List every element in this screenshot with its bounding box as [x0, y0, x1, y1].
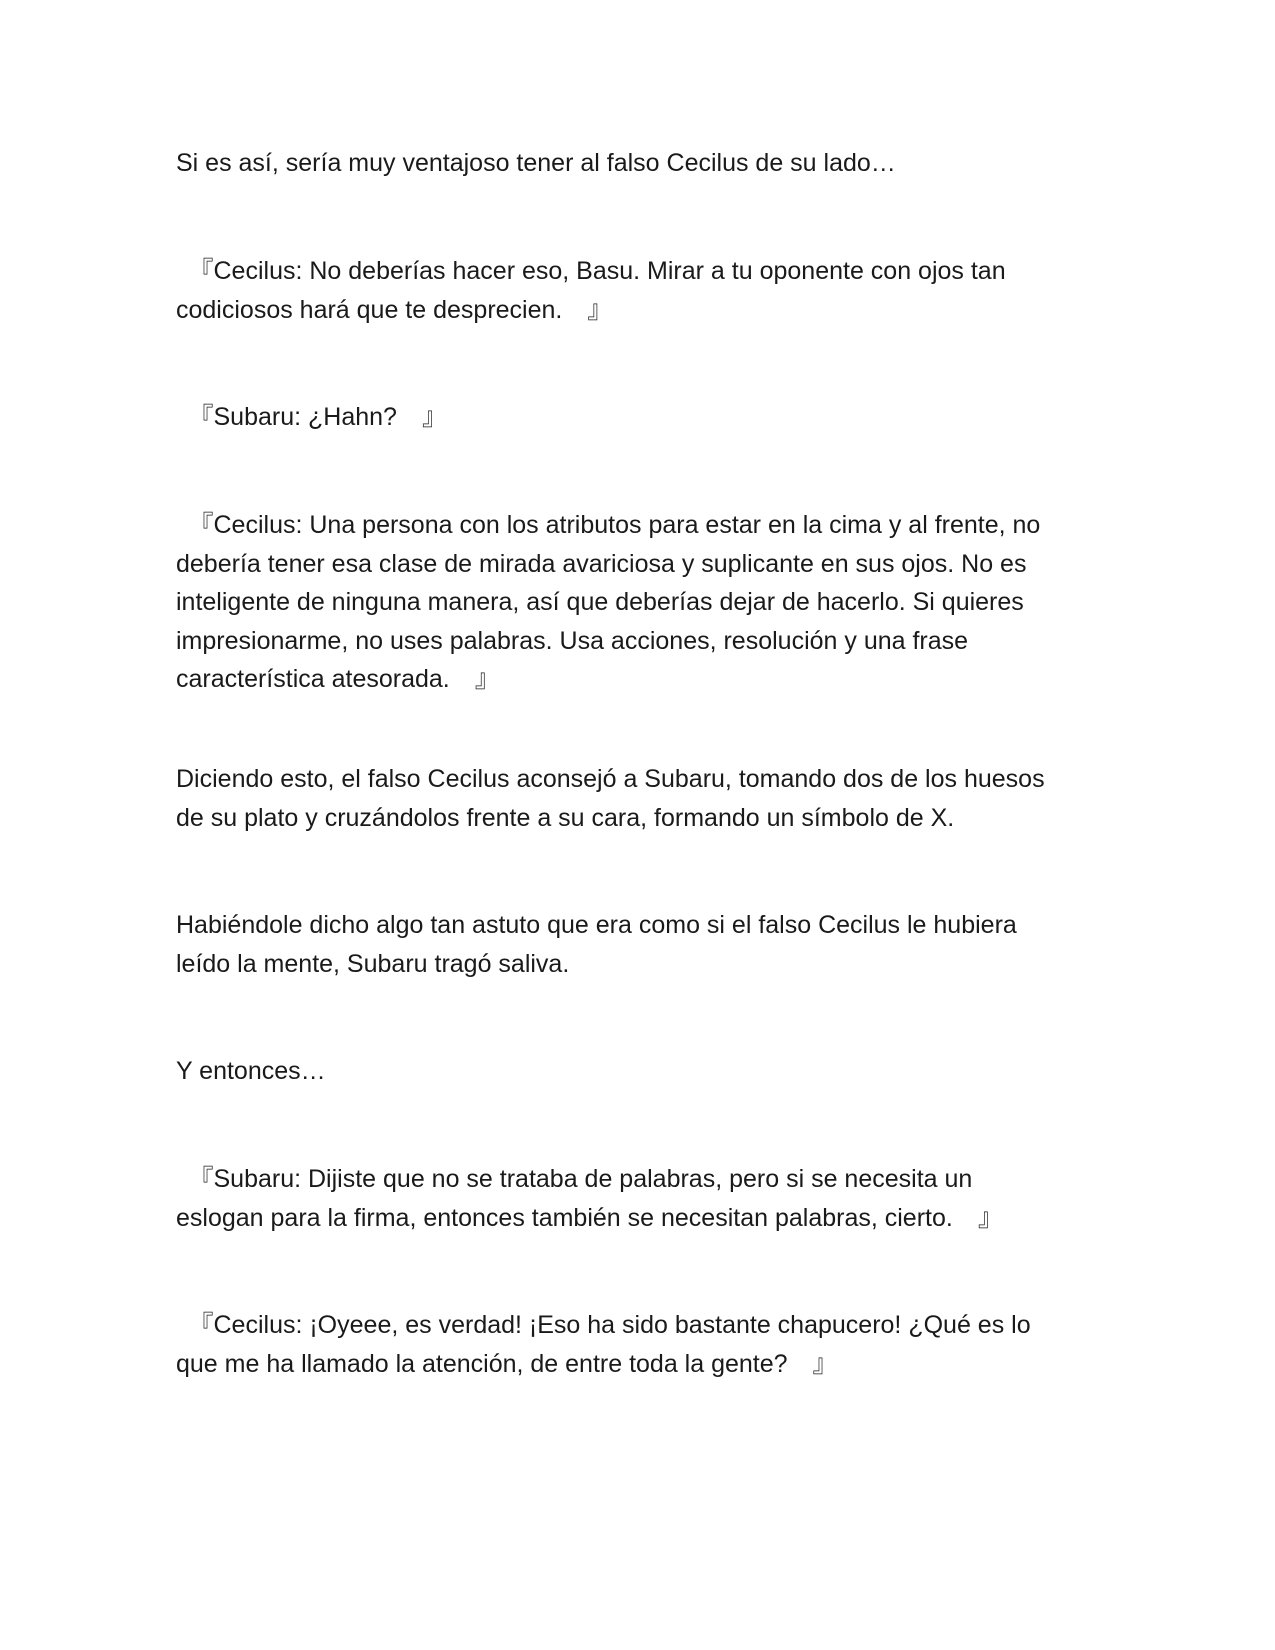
text-line: Diciendo esto, el falso Cecilus aconsejó a Subaru, tomando dos de los huesos: [176, 765, 1045, 793]
paragraph-9: [176, 1306, 1096, 1383]
paragraph-4: [176, 506, 1096, 699]
paragraph-3: [176, 398, 1096, 437]
text-line: Si es así, sería muy ventajoso tener al falso Cecilus de su lado…: [176, 149, 896, 177]
text-line: leído la mente, Subaru tragó saliva.: [176, 949, 570, 978]
text-line: 『Cecilus: ¡Oyeee, es verdad! ¡Eso ha sido bastante chapucero! ¿Qué es lo: [176, 1311, 1031, 1339]
text-line: de su plato y cruzándolos frente a su cara, formando un símbolo de X.: [176, 803, 955, 832]
text-line: 『Cecilus: Una persona con los atributos para estar en la cima y al frente, no: [176, 511, 1041, 539]
text-line: impresionarme, no uses palabras. Usa acciones, resolución y una frase: [176, 626, 969, 655]
paragraph-5: [176, 760, 1096, 837]
text-line: que me ha llamado la atención, de entre toda la gente? 』: [176, 1349, 838, 1378]
text-line: inteligente de ninguna manera, así que deberías dejar de hacerlo. Si quieres: [176, 588, 1024, 616]
text-line: 『Cecilus: No deberías hacer eso, Basu. Mirar a tu oponente con ojos tan: [176, 257, 1006, 285]
paragraph-6: [176, 906, 1096, 983]
paragraph-7: [176, 1052, 1096, 1091]
text-line: característica atesorada. 』: [176, 665, 500, 693]
text-line: Y entonces…: [176, 1057, 326, 1085]
paragraph-2: [176, 252, 1096, 329]
text-line: codiciosos hará que te desprecien. 』: [176, 295, 613, 324]
text-line: 『Subaru: Dijiste que no se trataba de palabras, pero si se necesita un: [176, 1165, 973, 1193]
text-line: eslogan para la firma, entonces también se necesitan palabras, cierto. 』: [176, 1203, 1003, 1232]
text-line: Habiéndole dicho algo tan astuto que era como si el falso Cecilus le hubiera: [176, 911, 1017, 939]
paragraph-8: [176, 1160, 1096, 1237]
paragraph-1: [176, 144, 1096, 183]
text-line: debería tener esa clase de mirada avariciosa y suplicante en sus ojos. No es: [176, 549, 1027, 578]
text-line: 『Subaru: ¿Hahn? 』: [176, 403, 447, 431]
